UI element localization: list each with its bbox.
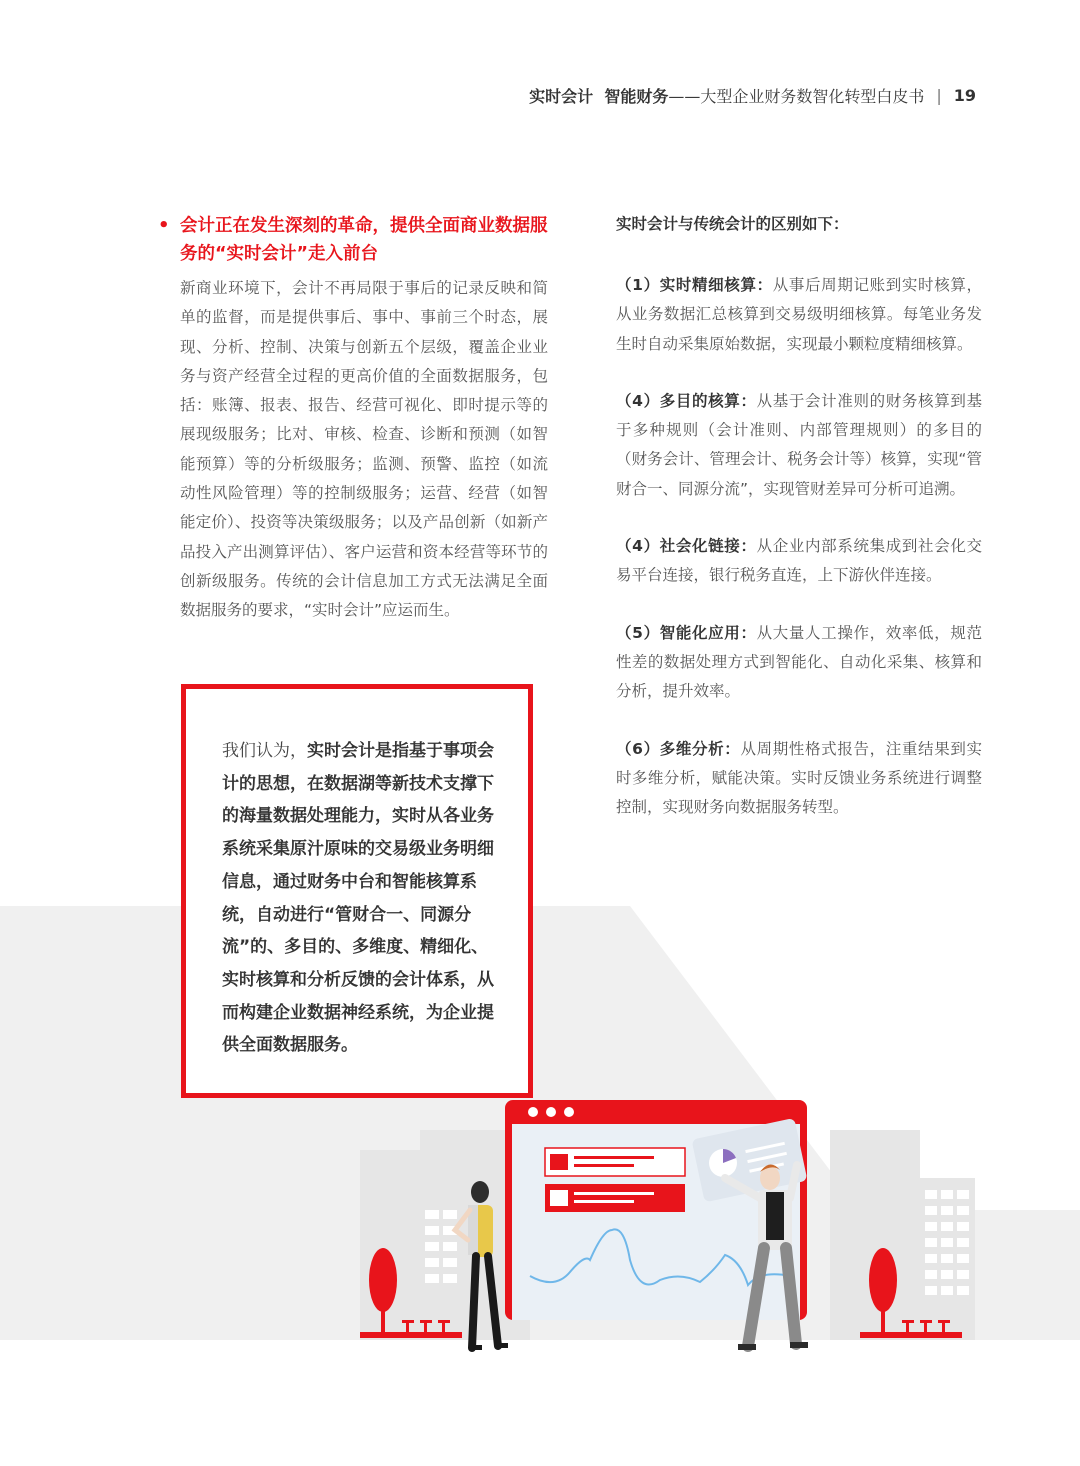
comparison-item-text: 从事后周期记账到实时核算，从业务数据汇总核算到交易级明细核算。每笔业务发生时自动采集原始数据，实现最小颗粒度精细核算。 xyxy=(616,276,982,353)
comparison-item-text: 从周期性格式报告，注重结果到实时多维分析，赋能决策。实时反馈业务系统进行调整控制，实现财务向数据服务转型。 xyxy=(616,739,982,817)
comparison-item-text: 从企业内部系统集成到社会化交易平台连接，银行税务直连，上下游伙伴连接。 xyxy=(616,537,982,585)
comparison-item xyxy=(616,271,982,359)
comparison-item-label: （4）多目的核算： xyxy=(616,391,757,410)
page-number: 19 xyxy=(953,86,976,105)
comparison-item-text: 从基于会计准则的财务核算到基于多种规则（会计准则、内部管理规则）的多目的（财务会计、管理会计、税务会计等）核算，实现“管财合一、同源分流”，实现管财差异可分析可追溯。 xyxy=(616,391,982,498)
comparison-item xyxy=(616,619,982,707)
quote-body: 实时会计是指基于事项会计的思想，在数据湖等新技术支撑下的海量数据处理能力，实时从各业务系统采集原汁原味的交易级业务明细信息，通过财务中台和智能核算系统，自动进行“管财合一、同源分流”的、多目的、多维度、精细化、实时核算和分析反馈的会计体系，从而构建企业数据神经系统，为企业提供全面数据服务。 xyxy=(222,741,494,1056)
section-heading xyxy=(158,212,548,268)
comparison-item-label: （4）社会化链接： xyxy=(616,537,757,556)
red-dot-icon: • xyxy=(158,215,170,236)
header-title-bold: 实时会计 智能财务 xyxy=(529,87,669,106)
section-body: 新商业环境下，会计不再局限于事后的记录反映和简单的监督，而是提供事后、事中、事前三个时态，展现、分析、控制、决策与创新五个层级，覆盖企业业务与资产经营全过程的更高价值的全面数据服务，包括：账簿、报表、报告、经营可视化、即时提示等的展现级服务；比对、审核、检查、诊断和预测（如智能预算）等的分析级服务；监测、预警、监控（如流动性风险管理）等的控制级服务；运营、经营（如智能定价）、投资等决策级服务；以及产品创新（如新产品投入产出测算评估）、客户运营和资本经营等环节的创新级服务。传统的会计信息加工方式无法满足全面数据服务的要求，“实时会计”应运而生。 xyxy=(180,279,548,620)
comparison-item-text: 从大量人工操作，效率低，规范性差的数据处理方式到智能化、自动化采集、核算和分析，提升效率。 xyxy=(616,623,982,701)
comparison-item xyxy=(616,387,982,504)
comparison-item-label: （1）实时精细核算： xyxy=(616,276,773,294)
illustration xyxy=(0,880,1080,1466)
section-heading-text: 会计正在发生深刻的革命，提供全面商业数据服务的“实时会计”走入前台 xyxy=(180,216,548,264)
comparison-item xyxy=(616,735,982,823)
comparison-intro: 实时会计与传统会计的区别如下： xyxy=(616,215,849,233)
quote-lead: 我们认为， xyxy=(222,741,307,761)
header-title-rest: ——大型企业财务数智化转型白皮书 xyxy=(668,87,925,106)
header-separator: | xyxy=(936,86,942,105)
quote-text xyxy=(222,735,498,1062)
quote-box xyxy=(181,684,533,1098)
left-column xyxy=(158,212,548,626)
comparison-item xyxy=(616,532,982,591)
comparison-item-label: （5）智能化应用： xyxy=(616,623,757,642)
page-header xyxy=(529,84,976,107)
comparison-item-label: （6）多维分析： xyxy=(616,739,741,758)
right-column xyxy=(616,210,982,822)
